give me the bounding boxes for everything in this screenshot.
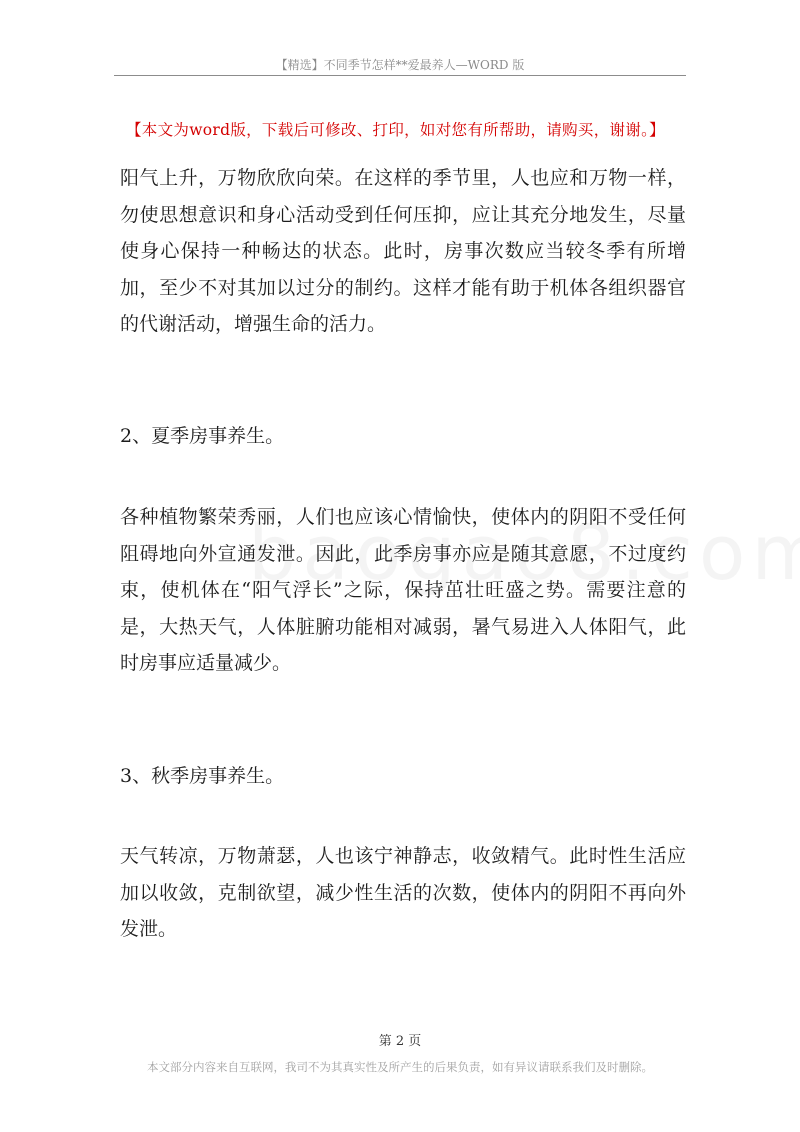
heading-autumn: 3、秋季房事养生。 — [120, 765, 285, 787]
paragraph-spring: 阳气上升，万物欣欣向荣。在这样的季节里，人也应和万物一样，勿使思想意识和身心活动受到任何压抑，应让其充分地发生，尽量使身心保持一种畅达的状态。此时，房事次数应当较冬季有所增加，至少不对其加以过分的制约。这样才能有助于机体各组织器官的代谢活动，增强生命的活力。 — [120, 167, 686, 335]
download-notice: 【本文为word版，下载后可修改、打印，如对您有所帮助，请购买，谢谢。】 — [126, 121, 665, 139]
page-header: 【精选】不同季节怎样**爱最养人—WORD 版 — [275, 58, 525, 72]
page-number: 第 2 页 — [378, 1034, 422, 1049]
paragraph-summer: 各种植物繁荣秀丽，人们也应该心情愉快，使体内的阴阳不受任何阻碍地向外宣通发泄。因此，此季房事亦应是随其意愿，不过度约束，使机体在“阳气浮长”之际，保持茁壮旺盛之势。需要注意的是，大热天气，人体脏腑功能相对减弱，暑气易进入人体阳气，此时房事应适量减少。 — [120, 506, 686, 674]
paragraph-autumn: 天气转凉，万物萧瑟，人也该宁神静志，收敛精气。此时性生活应加以收敛，克制欲望，减少性生活的次数，使体内的阴阳不再向外发泄。 — [120, 845, 686, 940]
heading-summer: 2、夏季房事养生。 — [120, 425, 285, 447]
footer-disclaimer: 本文部分内容来自互联网，我司不为其真实性及所产生的后果负责，如有异议请联系我们及时删除。 — [147, 1060, 653, 1074]
header-divider — [114, 75, 686, 76]
